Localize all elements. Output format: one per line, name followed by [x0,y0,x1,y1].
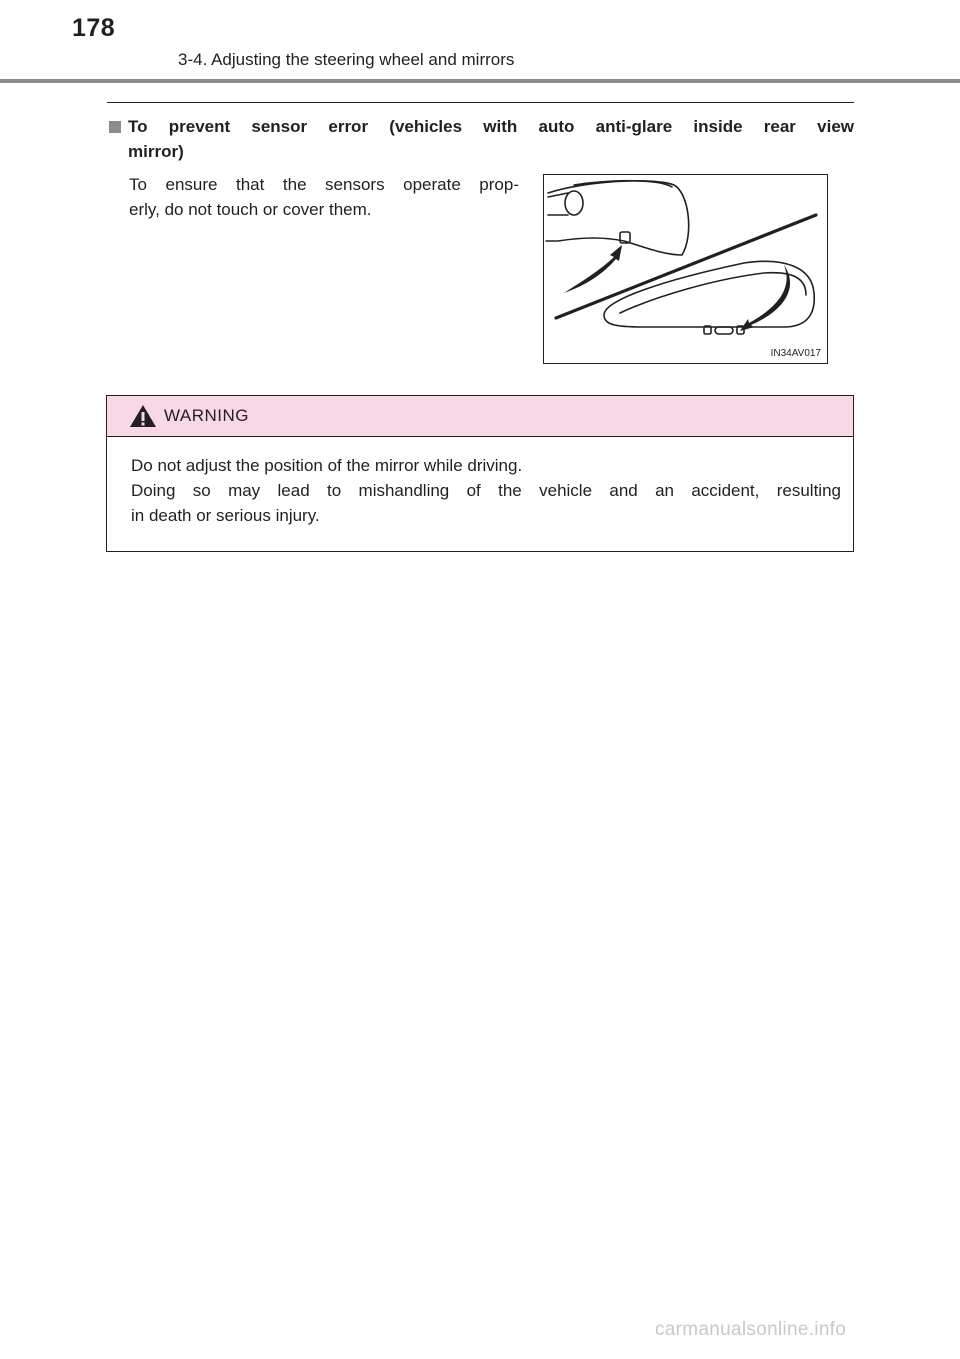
subsection-heading [128,114,854,164]
warning-box [106,395,854,552]
warning-header [107,396,853,437]
rear-sensor-slot [715,327,733,334]
heading-line-1: To prevent sensor error (vehicles with auto anti-glare inside rear view [128,117,854,136]
mirror-sensor-figure [543,174,828,364]
body-line-2: erly, do not touch or cover them. [129,200,372,219]
mirror-front-outline [546,181,689,255]
arrow-front-sensor [564,245,622,293]
divider-rule [107,102,854,103]
page-number: 178 [72,14,116,42]
bullet-square-icon [109,121,121,133]
watermark: carmanualsonline.info [655,1319,847,1340]
header-rule [0,79,960,83]
mirror-mount [565,191,583,215]
figure-code: IN34AV017 [770,348,821,359]
warning-line-1: Do not adjust the position of the mirror while driving. [131,456,523,475]
warning-line-3: in death or serious injury. [131,506,320,525]
body-line-1: To ensure that the sensors operate prop- [129,175,519,194]
warning-body [131,453,841,528]
mirror-illustration [544,175,829,365]
body-paragraph [129,172,519,222]
heading-line-2: mirror) [128,142,184,161]
section-title: 3-4. Adjusting the steering wheel and mirrors [178,50,515,69]
warning-title: WARNING [164,406,250,425]
warning-triangle-icon [129,404,157,428]
warning-line-2: Doing so may lead to mishandling of the vehicle and an accident, resulting [131,481,841,500]
